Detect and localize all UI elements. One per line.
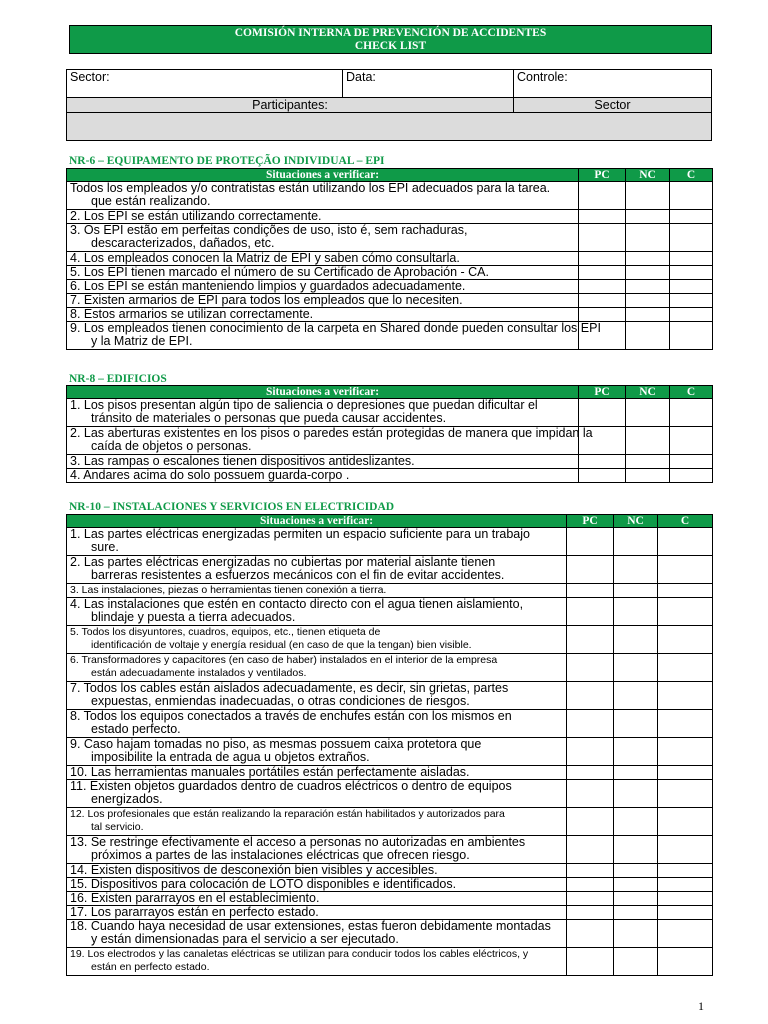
item-continuation: descaracterizados, dañados, etc. <box>91 236 275 250</box>
checklist-table <box>66 385 713 483</box>
checklist-row <box>67 528 713 556</box>
item-line: 1. Las partes eléctricas energizadas permiten un espacio suficiente para un trabajo <box>70 527 530 541</box>
c-cell[interactable] <box>670 182 713 210</box>
pc-cell[interactable] <box>567 906 614 920</box>
item-line: 2. Las partes eléctricas energizadas no cubiertas por material aislante tienen <box>70 555 496 569</box>
checklist-row <box>67 920 713 948</box>
c-cell[interactable] <box>670 294 713 308</box>
checklist-row <box>67 584 713 598</box>
item-continuation: tránsito de materiales o personas que pueda causar accidentes. <box>91 411 447 425</box>
section-title: NR-10 – INSTALACIONES Y SERVICIOS EN ELECTRICIDAD <box>69 501 395 513</box>
pc-cell[interactable] <box>567 878 614 892</box>
checklist-item-text <box>67 469 579 483</box>
nc-cell[interactable] <box>626 266 670 280</box>
item-continuation: caída de objetos o personas. <box>91 439 252 453</box>
pc-cell[interactable] <box>567 808 614 836</box>
item-line: 9. Los empleados tienen conocimiento de la carpeta en Shared donde pueden consultar los EPI <box>70 321 601 335</box>
item-line: 8. Estos armarios se utilizan correctamente. <box>70 307 314 321</box>
item-continuation: barreras resistentes a esfuerzos mecánicos con el fin de evitar accidentes. <box>91 568 505 582</box>
document-title-banner <box>69 25 712 54</box>
c-cell[interactable] <box>658 808 713 836</box>
checklist-row <box>67 266 713 280</box>
item-continuation: y están dimensionadas para el servicio a ser ejecutado. <box>91 932 399 946</box>
nc-cell[interactable] <box>614 948 658 976</box>
nc-header: NC <box>626 169 670 182</box>
pc-cell[interactable] <box>567 654 614 682</box>
nc-cell[interactable] <box>614 766 658 780</box>
item-line: 13. Se restringe efectivamente el acceso a personas no autorizadas en ambientes <box>70 835 526 849</box>
checklist-header-row <box>67 169 713 182</box>
checklist-item-text <box>67 710 567 738</box>
c-cell[interactable] <box>670 322 713 350</box>
checklist-header-row <box>67 515 713 528</box>
c-cell[interactable] <box>658 864 713 878</box>
item-continuation: imposibilite la entrada de agua u objetos extraños. <box>91 750 370 764</box>
checklist-row <box>67 766 713 780</box>
nc-cell[interactable] <box>614 780 658 808</box>
checklist-row <box>67 455 713 469</box>
c-cell[interactable] <box>670 252 713 266</box>
checklist-row <box>67 626 713 654</box>
c-cell[interactable] <box>658 948 713 976</box>
checklist-item-text <box>67 528 567 556</box>
checklist-item-text <box>67 836 567 864</box>
c-header: C <box>670 169 713 182</box>
item-line: Todos los empleados y/o contratistas están utilizando los EPI adecuados para la tarea. <box>70 181 551 195</box>
checklist-table <box>66 514 713 976</box>
item-continuation: que están realizando. <box>91 194 211 208</box>
checklist-row <box>67 322 713 350</box>
c-cell[interactable] <box>658 738 713 766</box>
item-line: 2. Las aberturas existentes en los pisos o paredes están protegidas de manera que impidan la <box>70 426 593 440</box>
checklist-item-text <box>67 766 567 780</box>
c-cell[interactable] <box>658 626 713 654</box>
item-line: 7. Existen armarios de EPI para todos los empleados que lo necesiten. <box>70 293 463 307</box>
checklist-row <box>67 738 713 766</box>
checklist-row <box>67 836 713 864</box>
item-line: 3. Os EPI estão em perfeitas condições de uso, isto é, sem rachaduras, <box>70 223 468 237</box>
item-continuation: estado perfecto. <box>91 722 181 736</box>
c-cell[interactable] <box>658 598 713 626</box>
item-line: 3. Las rampas o escalones tienen dispositivos antideslizantes. <box>70 454 415 468</box>
pc-cell[interactable] <box>567 626 614 654</box>
item-continuation: y la Matriz de EPI. <box>91 334 193 348</box>
checklist-row <box>67 556 713 584</box>
pc-cell[interactable] <box>567 710 614 738</box>
checklist-item-text <box>67 682 567 710</box>
nc-cell[interactable] <box>614 738 658 766</box>
item-line: 4. Las instalaciones que estén en contacto directo con el agua tienen aislamiento, <box>70 597 524 611</box>
item-line: 7. Todos los cables están aislados adecuadamente, es decir, sin grietas, partes <box>70 681 509 695</box>
checklist-row <box>67 808 713 836</box>
nc-cell[interactable] <box>614 710 658 738</box>
situaciones-header: Situaciones a verificar: <box>67 386 579 399</box>
pc-cell[interactable] <box>579 266 626 280</box>
pc-cell[interactable] <box>579 280 626 294</box>
checklist-item-text <box>67 321 601 350</box>
checklist-row <box>67 654 713 682</box>
checklist-item-text <box>67 892 567 906</box>
c-cell[interactable] <box>670 308 713 322</box>
checklist-item-text <box>67 210 579 224</box>
nc-cell[interactable] <box>626 294 670 308</box>
nc-cell[interactable] <box>614 808 658 836</box>
checklist-item-text <box>67 626 567 654</box>
nc-cell[interactable] <box>614 682 658 710</box>
checklist-item-text <box>67 878 567 892</box>
pc-cell[interactable] <box>579 399 626 427</box>
checklist-row <box>67 308 713 322</box>
nc-cell[interactable] <box>626 322 670 350</box>
nc-cell[interactable] <box>626 399 670 427</box>
checklist-row <box>67 892 713 906</box>
nc-cell[interactable] <box>626 427 670 455</box>
pc-header: PC <box>567 515 614 528</box>
checklist-row <box>67 469 713 483</box>
item-line: 9. Caso hajam tomadas no piso, as mesmas possuem caixa protetora que <box>70 737 482 751</box>
nc-cell[interactable] <box>626 469 670 483</box>
c-cell[interactable] <box>670 280 713 294</box>
sector-header: Sector <box>514 98 712 113</box>
item-line: 17. Los pararrayos están en perfecto estado. <box>70 905 319 919</box>
c-cell[interactable] <box>670 399 713 427</box>
item-continuation: sure. <box>91 540 119 554</box>
item-line: 5. Todos los disyuntores, cuadros, equipos, etc., tienen etiqueta de <box>70 626 381 638</box>
checklist-item-text <box>67 399 579 427</box>
c-cell[interactable] <box>658 920 713 948</box>
checklist-row <box>67 224 713 252</box>
checklist-item-text <box>67 598 567 626</box>
c-cell[interactable] <box>670 469 713 483</box>
item-continuation: están en perfecto estado. <box>91 961 210 973</box>
nc-cell[interactable] <box>614 528 658 556</box>
pc-header: PC <box>579 386 626 399</box>
pc-cell[interactable] <box>579 455 626 469</box>
c-cell[interactable] <box>658 654 713 682</box>
c-cell[interactable] <box>670 455 713 469</box>
checklist-row <box>67 864 713 878</box>
item-continuation: blindaje y puesta a tierra adecuados. <box>91 610 296 624</box>
nc-cell[interactable] <box>614 906 658 920</box>
checklist-item-text <box>67 426 593 455</box>
checklist-item-text <box>67 294 579 308</box>
participantes-header: Participantes: <box>67 98 514 113</box>
checklist-header-row <box>67 386 713 399</box>
nc-header: NC <box>614 515 658 528</box>
nc-cell[interactable] <box>626 224 670 252</box>
nc-cell[interactable] <box>614 864 658 878</box>
page-number: 1 <box>698 999 704 1013</box>
pc-cell[interactable] <box>567 528 614 556</box>
checklist-item-text <box>67 455 579 469</box>
pc-cell[interactable] <box>579 182 626 210</box>
section-title: NR-6 – EQUIPAMENTO DE PROTEÇÃO INDIVIDUAL – EPI <box>69 155 385 167</box>
pc-cell[interactable] <box>579 210 626 224</box>
pc-cell[interactable] <box>567 948 614 976</box>
c-cell[interactable] <box>658 710 713 738</box>
nc-cell[interactable] <box>626 280 670 294</box>
nc-cell[interactable] <box>614 920 658 948</box>
pc-cell[interactable] <box>579 224 626 252</box>
item-continuation: próximos a partes de las instalaciones eléctricas que ofrecen riesgo. <box>91 848 470 862</box>
nc-cell[interactable] <box>626 252 670 266</box>
c-cell[interactable] <box>658 836 713 864</box>
nc-cell[interactable] <box>626 308 670 322</box>
item-continuation: tal servicio. <box>91 821 144 833</box>
section-title: NR-8 – EDIFICIOS <box>69 373 167 385</box>
item-line: 14. Existen dispositivos de desconexión bien visibles y accesibles. <box>70 863 438 877</box>
checklist-row <box>67 682 713 710</box>
checklist-row <box>67 252 713 266</box>
checklist-row <box>67 182 713 210</box>
checklist-row <box>67 210 713 224</box>
checklist-row <box>67 399 713 427</box>
item-line: 6. Transformadores y capacitores (en caso de haber) instalados en el interior de la empresa <box>70 654 498 666</box>
nc-cell[interactable] <box>614 654 658 682</box>
pc-cell[interactable] <box>579 294 626 308</box>
item-line: 18. Cuando haya necesidad de usar extensiones, estas fueron debidamente montadas <box>70 919 551 933</box>
checklist-row <box>67 427 713 455</box>
nc-header: NC <box>626 386 670 399</box>
checklist-item-text <box>67 808 567 836</box>
participantes-field[interactable] <box>67 113 712 141</box>
item-line: 12. Los profesionales que están realizando la reparación están habilitados y autorizados para <box>70 808 505 820</box>
pc-cell[interactable] <box>579 252 626 266</box>
item-line: 3. Las instalaciones, piezas o herramientas tienen conexión a tierra. <box>70 584 387 596</box>
pc-cell[interactable] <box>567 584 614 598</box>
pc-cell[interactable] <box>567 780 614 808</box>
item-continuation: expuestas, enmiendas inadecuadas, o otras condiciones de riesgos. <box>91 694 470 708</box>
c-cell[interactable] <box>670 266 713 280</box>
nc-cell[interactable] <box>614 836 658 864</box>
item-continuation: están adecuadamente instalados y ventilados. <box>91 667 307 679</box>
pc-header: PC <box>579 169 626 182</box>
c-cell[interactable] <box>658 906 713 920</box>
nc-cell[interactable] <box>614 626 658 654</box>
checklist-item-text <box>67 584 567 598</box>
nc-cell[interactable] <box>626 455 670 469</box>
nc-cell[interactable] <box>614 556 658 584</box>
checklist-item-text <box>67 780 567 808</box>
checklist-row <box>67 710 713 738</box>
c-cell[interactable] <box>670 210 713 224</box>
c-header: C <box>670 386 713 399</box>
checklist-row <box>67 878 713 892</box>
item-line: 1. Los pisos presentan algún tipo de saliencia o depresiones que puedan dificultar el <box>70 398 538 412</box>
item-line: 15. Dispositivos para colocación de LOTO disponibles e identificados. <box>70 877 457 891</box>
item-line: 16. Existen pararrayos en el establecimiento. <box>70 891 320 905</box>
checklist-item-text <box>67 266 579 280</box>
header-info-table <box>66 69 712 141</box>
pc-cell[interactable] <box>567 598 614 626</box>
item-continuation: energizados. <box>91 792 163 806</box>
checklist-item-text <box>67 906 567 920</box>
pc-cell[interactable] <box>567 682 614 710</box>
c-cell[interactable] <box>658 528 713 556</box>
c-cell[interactable] <box>658 766 713 780</box>
nc-cell[interactable] <box>614 892 658 906</box>
pc-cell[interactable] <box>579 308 626 322</box>
checklist-row <box>67 280 713 294</box>
c-cell[interactable] <box>658 780 713 808</box>
pc-cell[interactable] <box>567 738 614 766</box>
nc-cell[interactable] <box>614 598 658 626</box>
item-line: 4. Los empleados conocen la Matriz de EPI y saben cómo consultarla. <box>70 251 460 265</box>
c-cell[interactable] <box>658 682 713 710</box>
checklist-item-text <box>67 556 567 584</box>
c-cell[interactable] <box>670 224 713 252</box>
c-cell[interactable] <box>658 584 713 598</box>
checklist-row <box>67 294 713 308</box>
checklist-item-text <box>67 224 579 252</box>
checklist-table <box>66 168 713 350</box>
c-cell[interactable] <box>658 892 713 906</box>
checklist-item-text <box>67 252 579 266</box>
checklist-item-text <box>67 948 567 976</box>
pc-cell[interactable] <box>567 920 614 948</box>
pc-cell[interactable] <box>567 556 614 584</box>
checklist-row <box>67 948 713 976</box>
checklist-item-text <box>67 182 579 210</box>
item-line: 4. Andares acima do solo possuem guarda-corpo . <box>70 468 350 482</box>
item-line: 19. Los electrodos y las canaletas eléctricas se utilizan para conducir todos los cables eléctricos, y <box>70 948 529 960</box>
item-line: 5. Los EPI tienen marcado el número de su Certificado de Aprobación - CA. <box>70 265 489 279</box>
checklist-item-text <box>67 280 579 294</box>
sector-field[interactable]: Sector: <box>67 70 343 98</box>
item-line: 8. Todos los equipos conectados a través de enchufes están con los mismos en <box>70 709 512 723</box>
item-line: 11. Existen objetos guardados dentro de cuadros eléctricos o dentro de equipos <box>70 779 512 793</box>
document-title: COMISIÓN INTERNA DE PREVENCIÓN DE ACCIDENTES <box>234 27 547 39</box>
c-cell[interactable] <box>658 878 713 892</box>
controle-field[interactable]: Controle: <box>514 70 712 98</box>
checklist-item-text <box>67 864 567 878</box>
item-continuation: identificación de voltaje y energía residual (en caso de que la tengan) bien visible. <box>91 639 472 651</box>
document-subtitle: CHECK LIST <box>354 40 427 52</box>
nc-cell[interactable] <box>626 210 670 224</box>
c-cell[interactable] <box>670 427 713 455</box>
nc-cell[interactable] <box>626 182 670 210</box>
checklist-item-text <box>67 920 567 948</box>
nc-cell[interactable] <box>614 584 658 598</box>
checklist-item-text <box>67 308 579 322</box>
c-header: C <box>658 515 713 528</box>
pc-cell[interactable] <box>567 892 614 906</box>
c-cell[interactable] <box>658 556 713 584</box>
pc-cell[interactable] <box>567 766 614 780</box>
situaciones-header: Situaciones a verificar: <box>67 515 567 528</box>
checklist-row <box>67 780 713 808</box>
nc-cell[interactable] <box>614 878 658 892</box>
checklist-row <box>67 906 713 920</box>
item-line: 2. Los EPI se están utilizando correctamente. <box>70 209 322 223</box>
item-line: 10. Las herramientas manuales portátiles están perfectamente aisladas. <box>70 765 470 779</box>
pc-cell[interactable] <box>579 469 626 483</box>
checklist-item-text <box>67 654 567 682</box>
checklist-row <box>67 598 713 626</box>
item-line: 6. Los EPI se están manteniendo limpios y guardados adecuadamente. <box>70 279 466 293</box>
pc-cell[interactable] <box>567 864 614 878</box>
situaciones-header: Situaciones a verificar: <box>67 169 579 182</box>
pc-cell[interactable] <box>567 836 614 864</box>
data-field[interactable]: Data: <box>343 70 514 98</box>
checklist-item-text <box>67 738 567 766</box>
